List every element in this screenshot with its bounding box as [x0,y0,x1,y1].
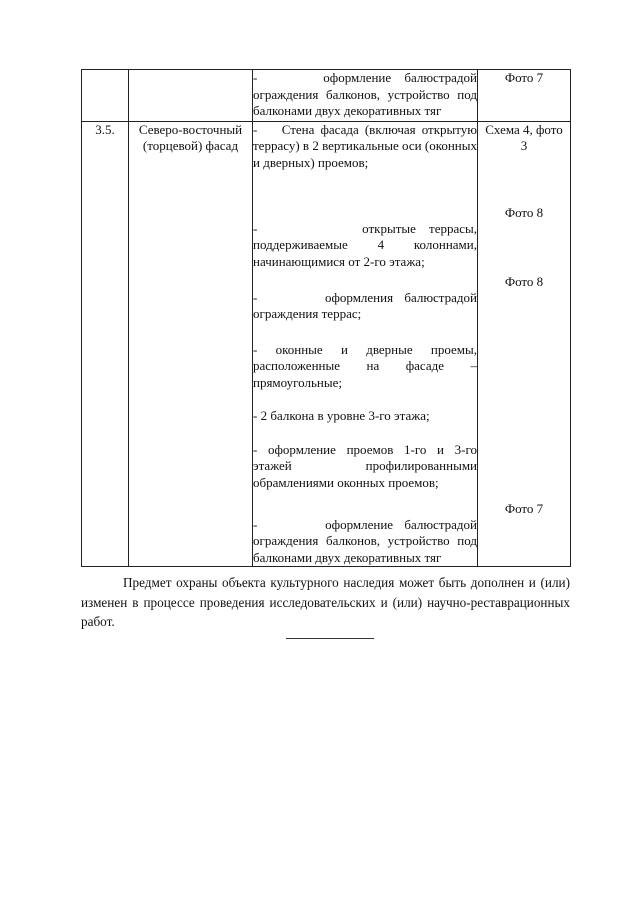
description-item: - 2 балкона в уровне 3-го этажа; [253,407,430,423]
reference-item [478,426,570,501]
table-row [82,121,571,567]
description-item: - оформления балюстрадой ограждения террас; [253,289,477,321]
footer-paragraph: Предмет охраны объекта культурного наследия может быть дополнен и (или) изменен в процессе проведения исследовательских и (или) научно-реставрационных работ. [81,575,570,629]
row-name-cell [129,70,253,122]
table-row [82,70,571,122]
reference-item: Схема 4, фото 3 [485,121,563,153]
end-rule-divider [286,638,374,639]
description-item: - оконные и дверные проемы, расположенные на фасаде – прямоугольные; [253,341,477,390]
description-item: - оформление проемов 1-го и 3-го этажей профилированными обрамлениями оконных проемов; [253,441,477,490]
row-reference-cell: Фото 7 [478,70,571,122]
row-number-cell [82,70,129,122]
reference-item: Фото 8 [504,204,544,220]
protection-subject-table [81,69,571,567]
description-item: - Стена фасада (включая открытую террасу) в 2 вертикальные оси (оконных и дверных) проемов; [253,121,477,170]
reference-item [478,326,570,392]
row-number-cell: 3.5. [82,121,129,567]
row-description-cell [253,121,478,567]
row-reference-cell [478,121,571,567]
description-item: - открытые террасы, поддерживаемые 4 колоннами, начинающимися от 2-го этажа; [253,220,477,269]
reference-item: Фото 7 [504,500,544,516]
row-name-cell: Северо-восточный (торцевой) фасад [129,121,253,567]
description-item: - оформление балюстрадой ограждения балконов, устройство под балконами двух декоративных тяг [253,70,477,118]
description-item: - оформление балюстрадой ограждения балконов, устройство под балконами двух декоративных тяг [253,516,477,565]
reference-item: Фото 8 [504,273,544,289]
row-description-cell [253,70,478,122]
reference-item [478,392,570,426]
